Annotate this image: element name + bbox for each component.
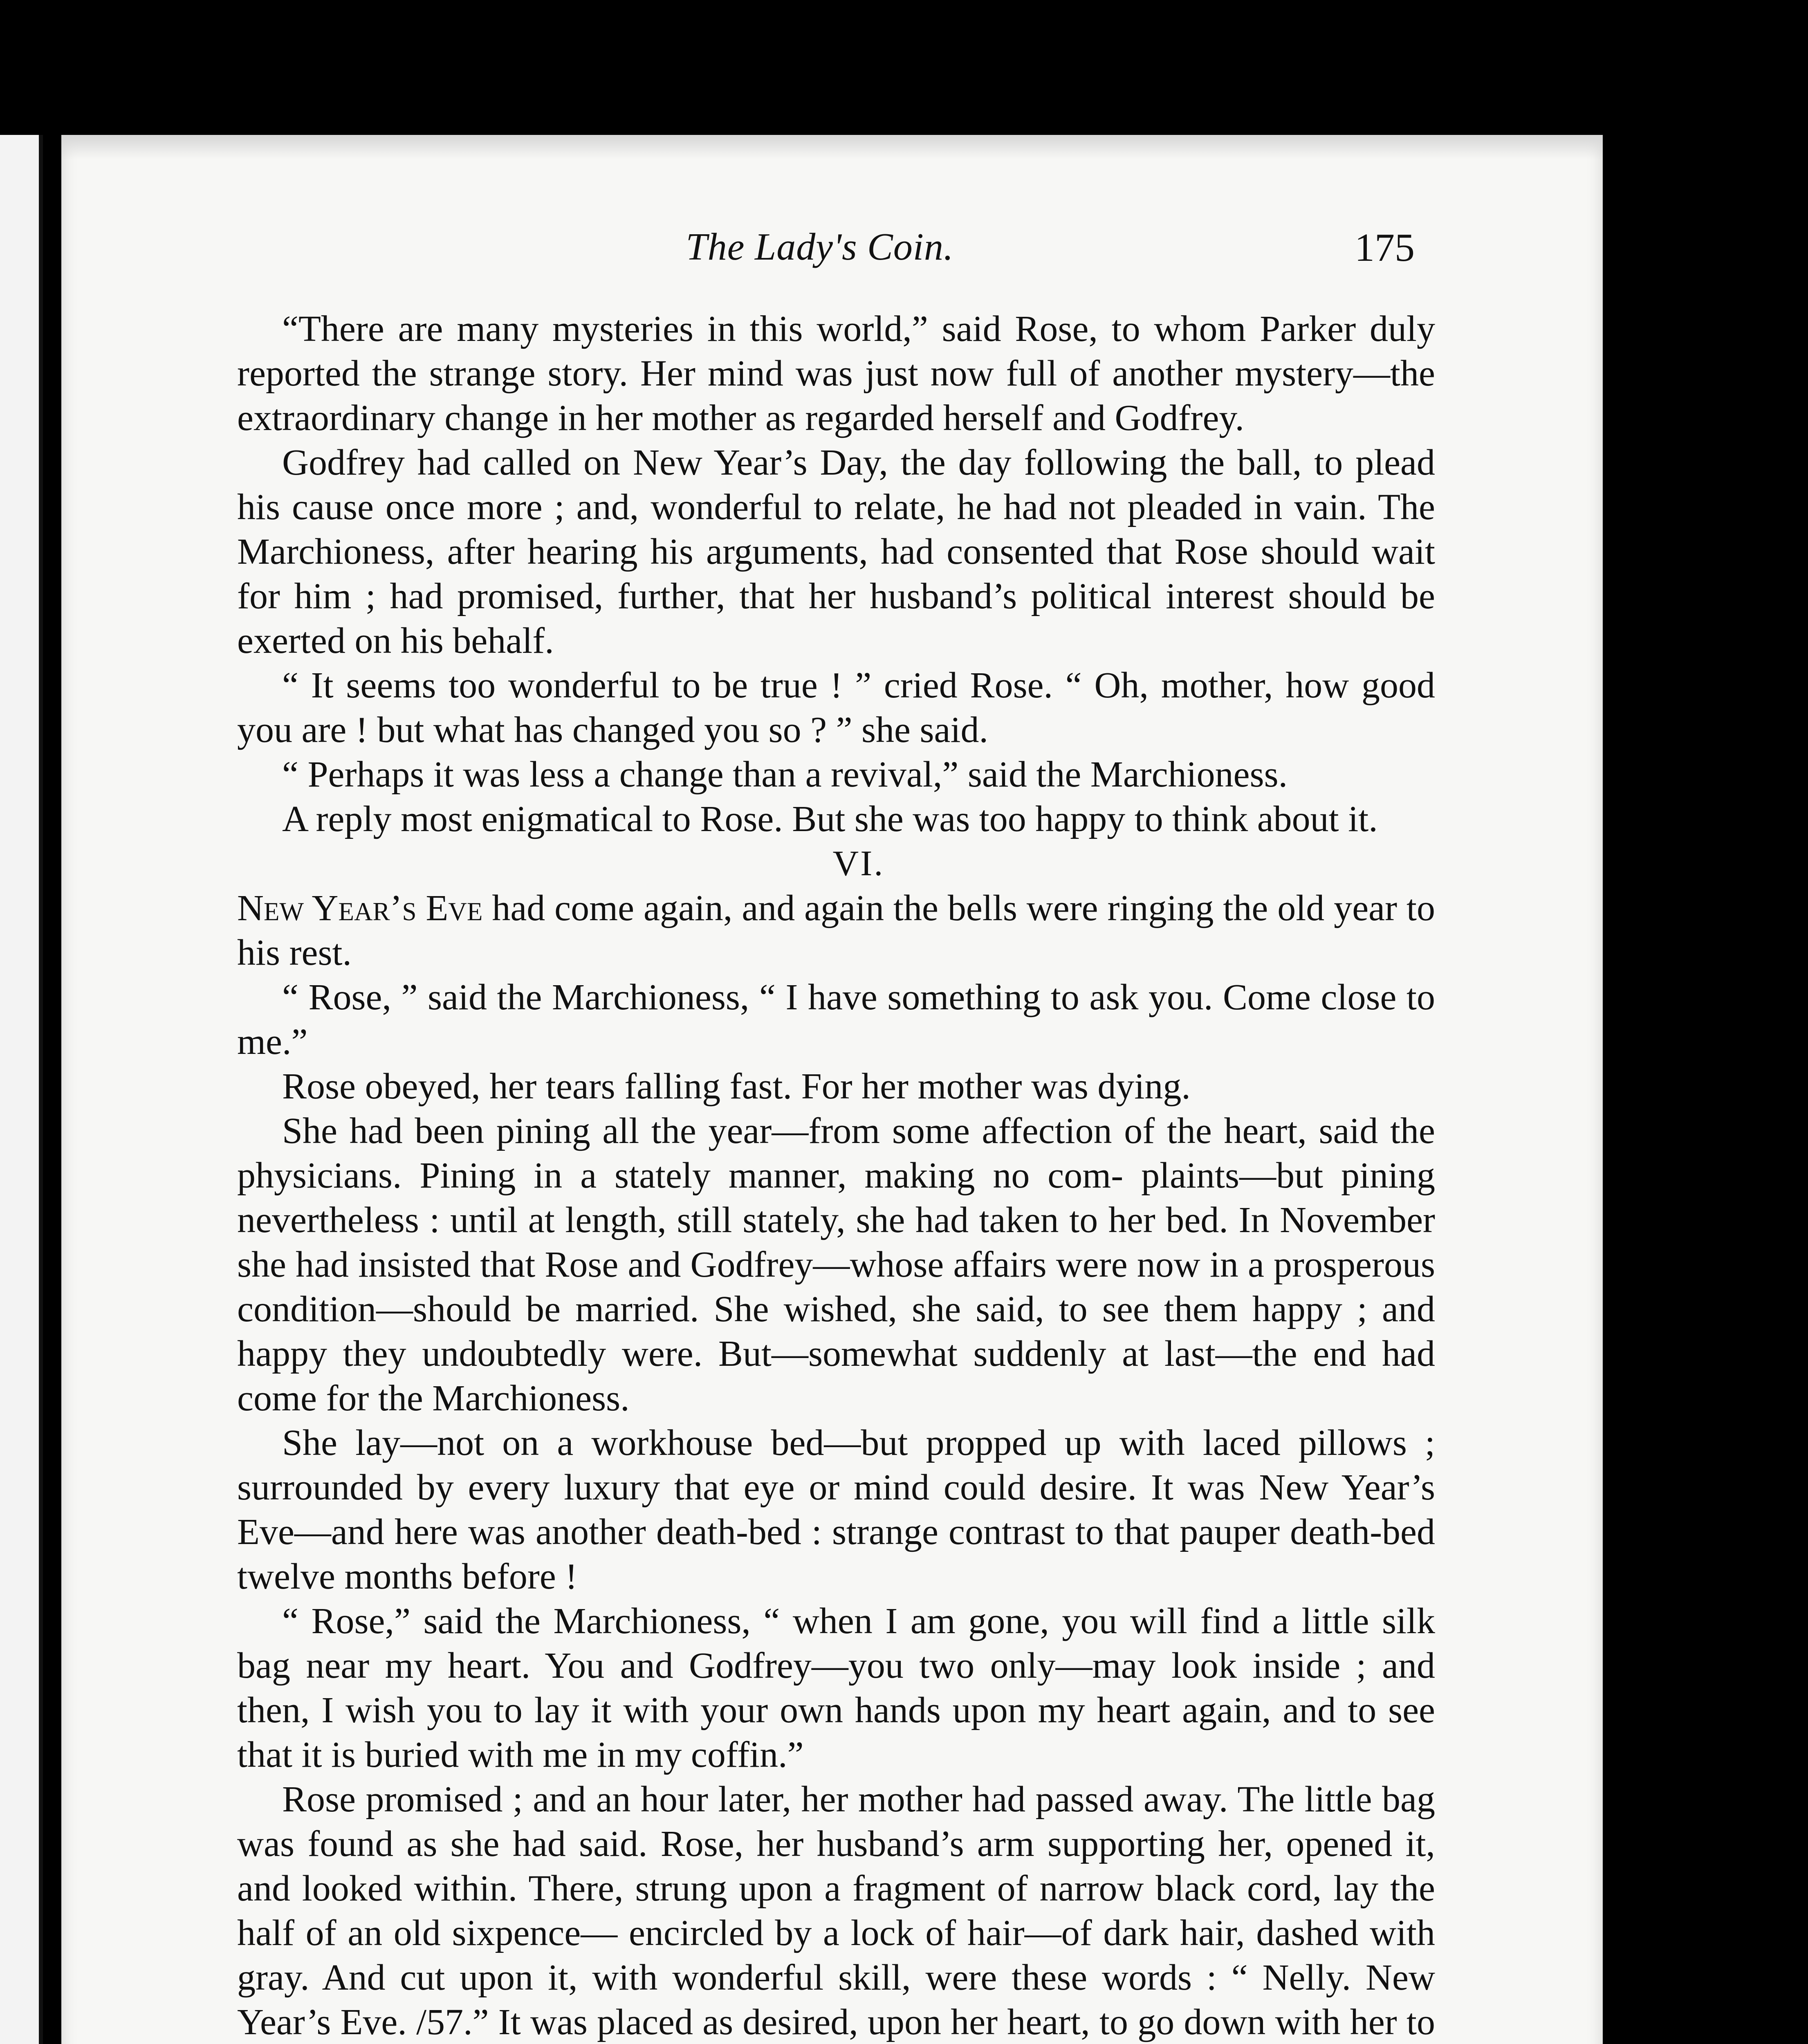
paragraph-text: had come again, and again the bells were ringing the old year to his rest.: [237, 888, 1436, 973]
body-text: [237, 307, 1435, 2044]
paragraph: “ Rose, ” said the Marchioness, “ I have something to ask you. Come close to me.”: [237, 977, 1435, 1062]
paragraph: “ Rose,” said the Marchioness, “ when I am gone, you will find a little silk bag near my heart. You and Godfrey—you two only—may look inside ; and then, I wish you to lay it with your own hands upon my heart again, and to see that it is buried with me in my coffin.”: [237, 1601, 1435, 1775]
paragraph: Godfrey had called on New Year’s Day, the day following the ball, to plead his cause once more ; and, wonderful to relate, he had not pleaded in vain. The Marchioness, after hearing his arguments, had consented that Rose should wait for him ; had promised, further, that her husband’s political interest should be exerted on his behalf.: [237, 442, 1435, 661]
paragraph: “ Perhaps it was less a change than a revival,” said the Marchioness.: [282, 754, 1288, 795]
facing-page-edge: [0, 135, 43, 2044]
page-number: 175: [1355, 226, 1415, 270]
paragraph: She had been pining all the year—from some affection of the heart, said the physicians. Pining in a stately manner, making no com- plaints—but pining nevertheless : until at length, still stately, she had taken to her bed. In November she had insisted that Rose and Godfrey—whose affairs were now in a prosperous condition—should be married. She wished, she said, to see them happy ; and happy they undoubtedly were. But—somewhat suddenly at last—the end had come for the Marchioness.: [237, 1111, 1435, 1419]
running-title: The Lady's Coin.: [686, 226, 954, 268]
running-head: [225, 225, 1415, 278]
section-heading: VI.: [832, 844, 885, 883]
paragraph: A reply most enigmatical to Rose. But she was too happy to think about it.: [282, 799, 1378, 839]
book-page: [61, 135, 1603, 2044]
paragraph: She lay—not on a workhouse bed—but propped up with laced pillows ; surrounded by every luxury that eye or mind could desire. It was New Year’s Eve—and here was another death-bed : strange contrast to that pauper death-bed twelve months before !: [237, 1423, 1435, 1597]
paragraph: “There are many mysteries in this world,” said Rose, to whom Parker duly reported the strange story. Her mind was just now full of another mystery—the extraordinary change in her mother as regarded herself and Godfrey.: [237, 309, 1435, 438]
paragraph: Rose obeyed, her tears falling fast. For her mother was dying.: [282, 1066, 1191, 1107]
paragraph: “ It seems too wonderful to be true ! ” cried Rose. “ Oh, mother, how good you are ! but what has changed you so ? ” she said.: [237, 665, 1435, 750]
paragraph: [237, 886, 1435, 975]
paragraph: Rose promised ; and an hour later, her mother had passed away. The little bag was found as she had said. Rose, her husband’s arm supporting her, opened it, and looked within. There, strung upon a fragment of narrow black cord, lay the half of an old sixpence— encircled by a lock of hair—of dark hair, dashed with gray. And cut upon it, with wonderful skill, were these words : “ Nelly. New Year’s Eve. /57.” It was placed as desired, upon her heart, to go down with her to: [237, 1779, 1435, 2042]
small-caps-opening: New Year’s Eve: [237, 888, 483, 928]
